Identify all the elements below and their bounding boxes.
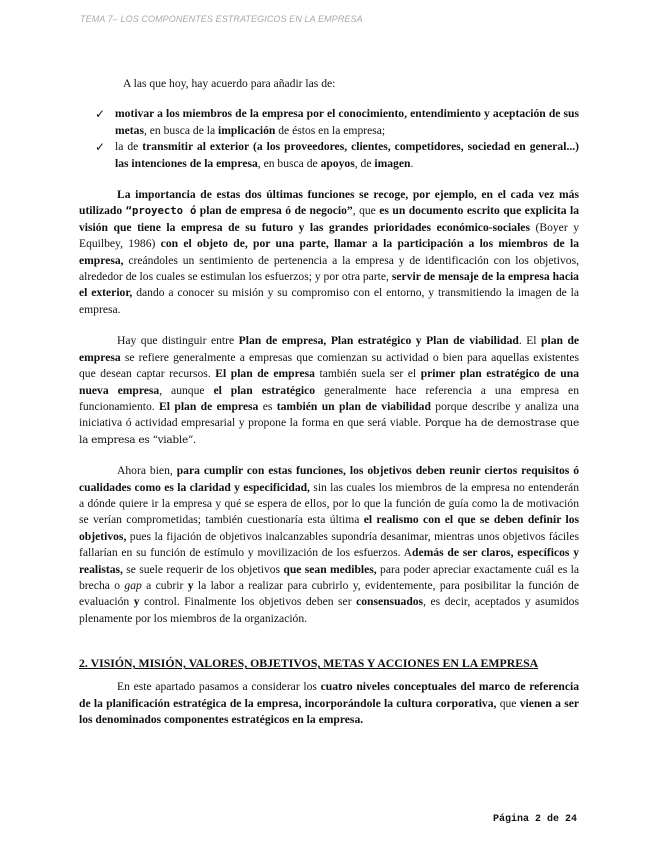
checkmark-icon: ✓ xyxy=(95,140,106,155)
running-header: TEMA 7– LOS COMPONENTES ESTRATEGICOS EN LA EMPRESA xyxy=(80,14,363,24)
paragraph-plans: Hay que distinguir entre Plan de empresa, Plan estratégico y Plan de viabilidad. El plan de empresa se refiere generalmente a empresas que comienzan su actividad o bien para aquellas existentes que desean captar recursos. El plan de empresa también suela ser el primer plan estratégico de una nueva empresa, aunque el plan estratégico generalmente hace referencia a una empresa en funcionamiento. El plan de empresa es también un plan de viabilidad porque describe y analiza una iniciativa ó actividad empresarial y propone la forma en que será viable. Porque ha de demostrase que la empresa es “viable”. xyxy=(79,334,580,446)
document-body xyxy=(79,76,579,728)
paragraph-importance: La importancia de estas dos últimas funciones se recoge, por ejemplo, en el cada vez más utilizado “proyecto ó plan de empresa ó de negocio”, que es un documento escrito que explicita la visión que tiene la empresa de su futuro y las grandes prioridades económico-sociales (Boyer y Equilbey, 1986) con el objeto de, por una parte, llamar a la participación a los miembros de la empresa, creándoles un sentimiento de pertenencia a la empresa y de identificación con los objetivos, alrededor de los cuales se estimulan los esfuerzos; y por otra parte, servir de mensaje de la empresa hacia el exterior, dando a conocer su misión y su compromiso con el entorno, y transmitiendo la imagen de la empresa. xyxy=(79,188,580,316)
function-list xyxy=(79,106,579,172)
list-item: ✓ la de transmitir al exterior (a los proveedores, clientes, competidores, sociedad en general...) las intenciones de la empresa, en busca de apoyos, de imagen. xyxy=(95,140,579,170)
intro-line: A las que hoy, hay acuerdo para añadir las de: xyxy=(123,77,336,90)
list-item: ✓ motivar a los miembros de la empresa por el conocimiento, entendimiento y aceptación de sus metas, en busca de la implicación de éstos en la empresa; xyxy=(95,107,579,137)
checkmark-icon: ✓ xyxy=(95,107,106,122)
paragraph-section-intro: En este apartado pasamos a considerar los cuatro niveles conceptuales del marco de referencia de la planificación estratégica de la empresa, incorporándole la cultura corporativa, que vienen a ser los denominados componentes estratégicos en la empresa. xyxy=(79,680,579,726)
paragraph-objectives: Ahora bien, para cumplir con estas funciones, los objetivos deben reunir ciertos requisitos ó cualidades como es la claridad y especificidad, sin las cuales los miembros de la empresa no entenderán a dónde quiere ir la empresa y qué se espera de ellos, por lo que la función de guía como la de motivación se verían comprometidas; también cuestionaría esta última el realismo con el que se deben definir los objetivos, pues la fijación de objetivos inalcanzables supondría desanimar, mientras unos objetivos fáciles fallarían en su función de estímulo y movilización de los esfuerzos. Además de ser claros, específicos y realistas, se suele requerir de los objetivos que sean medibles, para poder apreciar exactamente cuál es la brecha o gap a cubrir y la labor a realizar para cubrirlo y, evidentemente, para posibilitar la función de evaluación y control. Finalmente los objetivos deben ser consensuados, es decir, aceptados y asumidos plenamente por los miembros de la organización. xyxy=(79,464,579,625)
section-heading: 2. VISIÓN, MISIÓN, VALORES, OBJETIVOS, METAS Y ACCIONES EN LA EMPRESA xyxy=(79,656,539,671)
page-number: Página 2 de 24 xyxy=(492,814,577,825)
